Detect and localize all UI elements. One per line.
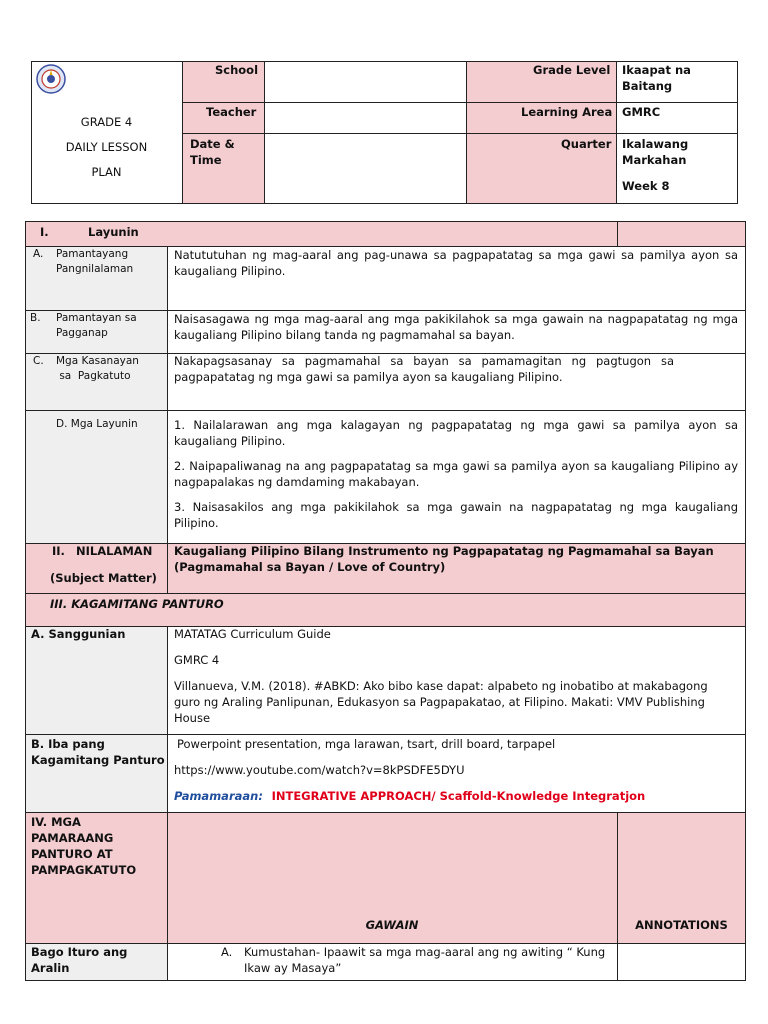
deped-seal-logo (36, 64, 66, 94)
pamaraang-label: IV. MGA PAMARAANG PANTURO AT PAMPAGKATUTO (31, 815, 137, 877)
sanggunian-item-3: Villanueva, V.M. (2018). #ABKD: Ako bibo kase dapat: alpabeto ng inobatibo at makabagong guro ng Araling Panlipunan, Edukasyon sa Pagpapakatao, at Filipino. Makati: VMV Publishing House (174, 679, 708, 725)
layunin-item-3: 3. Naisasakilos ang mga pakikilahok sa mga gawain na nagpapatatag ng mga kaugaliang Pilipino. (174, 500, 738, 530)
bago-label: Bago Ituro ang Aralin (31, 945, 128, 975)
pagganap-text: Naisasagawa ng mga mag-aaral ang mga pakikilahok sa mga gawain na nagpapatatag ng mga kaugaliang Pilipino bilang tanda ng pagmamahal sa bayan. (174, 312, 738, 342)
a-letter: A. (33, 248, 44, 260)
sanggunian-label: A. Sanggunian (31, 627, 126, 641)
pagganap-label: Pamantayan sa Pagganap (56, 312, 137, 339)
layunin-number: I. (40, 225, 49, 239)
kasanayan-text: Nakapagsasanay sa pagmamahal sa bayan sa pamamagitan ng pagtugon sa pagpapatatag ng mga gawi sa pamilya ayon sa kaugaliang Pilipino. (174, 354, 674, 384)
date-time-value[interactable] (270, 136, 460, 200)
bago-item-letter: A. (221, 945, 233, 959)
date-time-label: Date & Time (190, 137, 235, 167)
layunin-item-1: 1. Nailalarawan ang mga kalagayan ng pagpapatatag ng mga gawi sa pamilya ayon sa kaugaliang Pilipino. (174, 418, 738, 448)
plan-title-line3: PLAN (91, 165, 122, 179)
school-label: School (215, 63, 259, 77)
quarter-value: Ikalawang Markahan (622, 137, 689, 167)
grade-level-value: Ikaapat na Baitang (622, 63, 691, 93)
iba-pang-item-1: Powerpoint presentation, mga larawan, tsart, drill board, tarpapel (177, 737, 556, 751)
c-letter: C. (33, 355, 44, 367)
iba-pang-label: B. Iba pang Kagamitang Panturo (31, 737, 165, 767)
bago-item-text: Kumustahan- Ipaawit sa mga mag-aaral ang ng awiting “ Kung Ikaw ay Masaya” (244, 945, 606, 975)
nilalaman-text: Kaugaliang Pilipino Bilang Instrumento ng Pagpapatatag ng Pagmamahal sa Bayan (Pagmamahal sa Bayan / Love of Country) (174, 544, 714, 574)
nilalaman-label: NILALAMAN (76, 544, 153, 558)
kasanayan-label: Mga Kasanayan sa Pagkatuto (56, 355, 139, 382)
quarter-label: Quarter (561, 137, 612, 151)
teacher-label: Teacher (206, 105, 257, 119)
gawain-header: GAWAIN (365, 918, 419, 932)
b-letter: B. (30, 312, 41, 324)
school-value[interactable] (270, 62, 460, 100)
pamamaraan-label: Pamamaraan: (174, 789, 263, 803)
sanggunian-item-1: MATATAG Curriculum Guide (174, 627, 331, 641)
layunin-item-2: 2. Naipapaliwanag na ang pagpapatatag sa mga gawi sa pamilya ayon sa kaugaliang Pilipino ay nagpapalakas ng damdaming makabayan. (174, 459, 738, 489)
plan-title-line2: DAILY LESSON (65, 140, 148, 154)
learning-area-label: Learning Area (521, 105, 613, 119)
sanggunian-label-cell (25, 626, 167, 734)
kagamitan-title: III. KAGAMITANG PANTURO (50, 597, 224, 611)
learning-area-value: GMRC (622, 105, 661, 119)
grade-level-label: Grade Level (533, 63, 611, 77)
annotations-header: ANNOTATIONS (635, 918, 728, 932)
pamantayang-label: Pamantayang Pangnilalaman (56, 248, 134, 275)
week-value: Week 8 (622, 179, 670, 193)
pamantayang-text: Natututuhan ng mag-aaral ang pag-unawa sa pagpapatatag sa mga gawi sa pamilya ayon sa kaugaliang Pilipino. (174, 248, 738, 278)
layunin-title: Layunin (88, 225, 139, 239)
pamamaraan-text: INTEGRATIVE APPROACH/ Scaffold-Knowledge Integratjon (271, 789, 646, 803)
nilalaman-num: II. (52, 544, 65, 558)
teacher-value[interactable] (270, 104, 460, 130)
nilalaman-sub: (Subject Matter) (50, 571, 157, 585)
youtube-link[interactable]: https://www.youtube.com/watch?v=8kPSDFE5DYU (174, 763, 465, 777)
sanggunian-item-2: GMRC 4 (174, 653, 220, 667)
mga-layunin-label: D. Mga Layunin (56, 418, 138, 430)
plan-title-line1: GRADE 4 (80, 115, 133, 129)
pamamaraan-line (174, 788, 645, 804)
